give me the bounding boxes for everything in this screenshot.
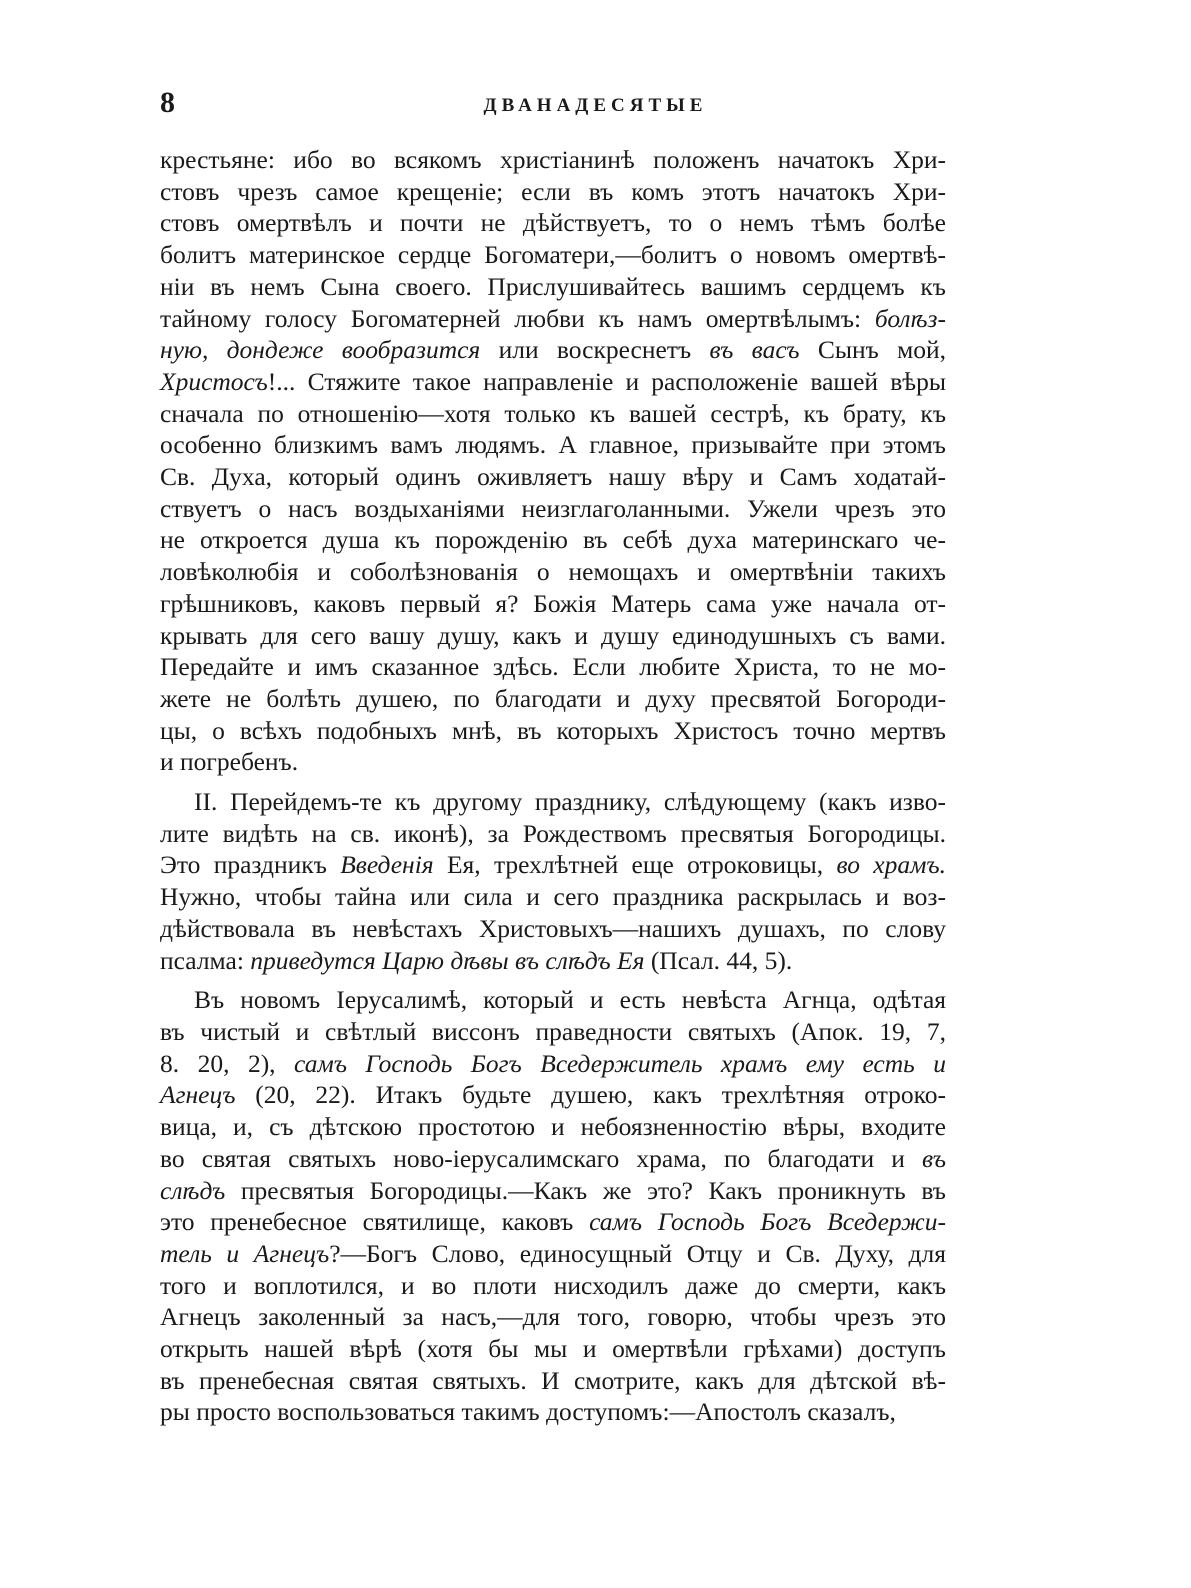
italic-span: во храмъ. bbox=[836, 850, 946, 880]
text-span: въ пренебесная святая святыхъ. И смотрите, какъ для дѣтской вѣ- bbox=[160, 1365, 946, 1395]
running-title: ДВАНАДЕСЯТЫЕ bbox=[483, 95, 708, 116]
italic-span: Агнецъ bbox=[160, 1080, 236, 1110]
text-span: Сынъ мой, bbox=[799, 335, 947, 365]
text-line bbox=[160, 1016, 946, 1048]
text-line bbox=[160, 945, 946, 977]
text-line bbox=[160, 651, 946, 683]
text-line bbox=[160, 1238, 946, 1270]
text-span: Передайте и имъ сказанное здѣсь. Если любите Христа, то не мо- bbox=[160, 652, 946, 682]
paragraph bbox=[160, 144, 946, 778]
text-line bbox=[160, 429, 946, 461]
text-span: вица, и, съ дѣтскою простотою и небоязненностію вѣры, входите bbox=[160, 1112, 946, 1142]
text-line bbox=[160, 913, 946, 945]
text-span: дѣйствовала въ невѣстахъ Христовыхъ—нашихъ душахъ, по слову bbox=[160, 913, 946, 943]
text-span: стовъ омертвѣлъ и почти не дѣйствуетъ, то о немъ тѣмъ болѣе bbox=[160, 208, 946, 238]
text-line bbox=[160, 1048, 946, 1080]
text-span: !... Стяжите такое направленіе и расположеніе вашей вѣры bbox=[267, 366, 946, 396]
text-line bbox=[160, 1365, 946, 1397]
text-line bbox=[160, 1143, 946, 1175]
italic-span: приведутся Царю дѣвы въ слѣдъ Ея bbox=[250, 945, 645, 975]
text-span: Св. Духа, который одинъ оживляетъ нашу вѣру и Самъ ходатай- bbox=[160, 462, 946, 492]
text-line bbox=[160, 620, 946, 652]
body-text bbox=[160, 144, 946, 1428]
text-span: ніи въ немъ Сына своего. Прислушивайтесь вашимъ сердцемъ къ bbox=[160, 271, 946, 301]
page-number: 8 bbox=[160, 86, 175, 119]
text-line bbox=[160, 556, 946, 588]
italic-span: ную, дондеже вообразится bbox=[160, 335, 481, 365]
text-span: болитъ материнское сердце Богоматери,—болитъ о новомъ омертвѣ- bbox=[160, 240, 946, 270]
text-span: лите видѣть на св. иконѣ), за Рождествомъ пресвятыя Богородицы. bbox=[160, 818, 946, 848]
text-span: и погребенъ. bbox=[160, 747, 299, 777]
text-line bbox=[160, 683, 946, 715]
text-span: Ея, трехлѣтней еще отроковицы, bbox=[433, 850, 837, 880]
text-line bbox=[160, 493, 946, 525]
text-span: особенно близкимъ вамъ людямъ. А главное, призывайте при этомъ bbox=[160, 430, 946, 460]
italic-span: въ bbox=[922, 1143, 946, 1173]
text-line bbox=[160, 207, 946, 239]
text-line bbox=[160, 461, 946, 493]
text-span: ?—Богъ Слово, единосущный Отцу и Св. Духу, для bbox=[329, 1238, 946, 1268]
text-span: жете не болѣть душею, по благодати и духу пресвятой Богороди- bbox=[160, 683, 946, 713]
italic-span: Христосъ bbox=[160, 366, 268, 396]
text-span: ры просто воспользоваться такимъ доступомъ:—Апостолъ сказалъ, bbox=[160, 1397, 896, 1427]
text-line bbox=[160, 1175, 946, 1207]
text-line bbox=[160, 1079, 946, 1111]
text-line bbox=[160, 271, 946, 303]
text-span: 8. 20, 2), bbox=[160, 1048, 295, 1078]
text-line bbox=[160, 715, 946, 747]
text-span: Нужно, чтобы тайна или сила и сего праздника раскрылась и воз- bbox=[160, 882, 946, 912]
italic-span: самъ Господь Богъ Вседержи- bbox=[589, 1207, 946, 1237]
italic-span: слѣдъ bbox=[160, 1175, 226, 1205]
text-line bbox=[160, 849, 946, 881]
text-span: псалма: bbox=[160, 945, 251, 975]
text-line bbox=[160, 176, 946, 208]
italic-span: болѣз- bbox=[874, 303, 946, 333]
italic-span: въ васъ bbox=[709, 335, 800, 365]
text-line bbox=[160, 239, 946, 271]
text-line bbox=[160, 786, 946, 818]
text-line bbox=[160, 746, 946, 778]
text-line bbox=[160, 1111, 946, 1143]
text-line bbox=[160, 524, 946, 556]
text-line bbox=[160, 818, 946, 850]
text-line bbox=[160, 1301, 946, 1333]
text-span: или воскреснетъ bbox=[480, 335, 710, 365]
italic-span: Введенія bbox=[340, 850, 434, 880]
paragraph-gap bbox=[160, 976, 946, 984]
text-span: крывать для сего вашу душу, какъ и душу единодушныхъ съ вами. bbox=[160, 620, 946, 650]
text-line bbox=[160, 303, 946, 335]
text-span: тайному голосу Богоматерней любви къ намъ омертвѣлымъ: bbox=[160, 303, 875, 333]
text-span: не откроется душа къ порожденію въ себѣ духа материнскаго че- bbox=[160, 525, 946, 555]
text-line bbox=[160, 1206, 946, 1238]
text-span: (Псал. 44, 5). bbox=[644, 945, 793, 975]
text-span: Это праздникъ bbox=[160, 850, 341, 880]
italic-span: тель и Агнецъ bbox=[160, 1238, 330, 1268]
text-span: въ чистый и свѣтлый виссонъ праведности святыхъ (Апок. 19, 7, bbox=[160, 1016, 946, 1046]
text-span: Агнецъ заколенный за насъ,—для того, говорю, чтобы чрезъ это bbox=[160, 1302, 946, 1332]
text-line bbox=[160, 398, 946, 430]
text-span: ловѣколюбія и соболѣзнованія о немощахъ и омертвѣніи такихъ bbox=[160, 557, 946, 587]
paragraph-gap bbox=[160, 778, 946, 786]
text-span: крестьяне: ибо во всякомъ христіанинѣ положенъ начатокъ Хри- bbox=[160, 145, 946, 174]
text-span: (20, 22). Итакъ будьте душею, какъ трехлѣтняя отроко- bbox=[235, 1080, 946, 1110]
text-span: ствуетъ о насъ воздыханіями неизглаголанными. Ужели чрезъ это bbox=[160, 493, 946, 523]
text-line bbox=[160, 366, 946, 398]
text-span: грѣшниковъ, каковъ первый я? Божія Матерь сама уже начала от- bbox=[160, 588, 946, 618]
paragraph bbox=[160, 786, 946, 976]
text-line bbox=[160, 1396, 946, 1428]
text-span: это пренебесное святилище, каковъ bbox=[160, 1207, 590, 1237]
paragraph bbox=[160, 984, 946, 1428]
text-span: цы, о всѣхъ подобныхъ мнѣ, въ которыхъ Христосъ точно мертвъ bbox=[160, 715, 946, 745]
text-span: пресвятыя Богородицы.—Какъ же это? Какъ проникнуть въ bbox=[225, 1175, 946, 1205]
text-span: II. Перейдемъ-те къ другому празднику, слѣдующему (какъ изво- bbox=[194, 787, 946, 817]
text-line bbox=[160, 881, 946, 913]
text-span: Въ новомъ Іерусалимѣ, который и есть невѣста Агнца, одѣтая bbox=[194, 985, 946, 1015]
text-line bbox=[160, 984, 946, 1016]
text-span: сначала по отношенію—хотя только къ вашей сестрѣ, къ брату, къ bbox=[160, 398, 946, 428]
text-span: во святая святыхъ ново-іерусалимскаго храма, по благодати и bbox=[160, 1143, 923, 1173]
italic-span: самъ Господь Богъ Вседержитель храмъ ему есть и bbox=[294, 1048, 946, 1078]
text-line bbox=[160, 144, 946, 176]
text-line bbox=[160, 334, 946, 366]
text-span: стовъ чрезъ самое крещеніе; если въ комъ этотъ начатокъ Хри- bbox=[160, 176, 946, 206]
text-span: того и воплотился, и во плоти нисходилъ даже до смерти, какъ bbox=[160, 1270, 946, 1300]
text-line bbox=[160, 588, 946, 620]
text-line bbox=[160, 1333, 946, 1365]
text-line bbox=[160, 1270, 946, 1302]
text-span: открыть нашей вѣрѣ (хотя бы мы и омертвѣли грѣхами) доступъ bbox=[160, 1334, 946, 1364]
